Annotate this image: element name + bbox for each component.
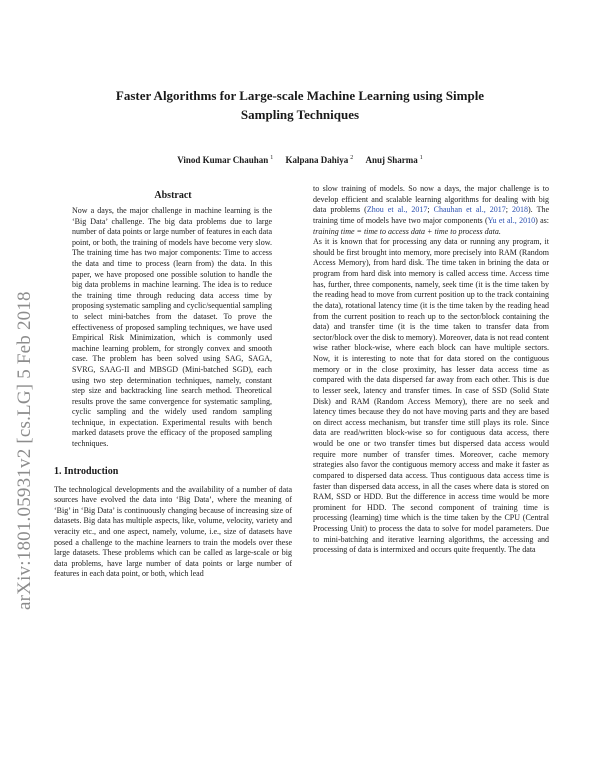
author-name: Kalpana Dahiya [285,155,349,165]
citation-link[interactable]: Yu et al., 2010 [487,215,536,225]
author-name: Vinod Kumar Chauhan [177,155,269,165]
arxiv-identifier: arXiv:1801.05931v2 [cs.LG] 5 Feb 2018 [14,291,35,610]
text-run: to slow training of models. So now a days, the major challenge is to develop efficient and scalable learning algorithms for dealing with big data problems ( [313,184,549,215]
author-affiliation: 2 [350,155,354,161]
author-1 [177,155,273,165]
citation-link[interactable]: 2018 [512,205,529,215]
paper-title: Faster Algorithms for Large-scale Machine Learning using Simple Sampling Techniques [115,88,485,122]
introduction-text: The technological developments and the availability of a number of data sources have evolved the data into ‘Big Data’, where the meaning of ‘Big’ in ‘Big Data’ is continuously changing because of increasing size of datasets. Big data has multiple aspects, like, volume, velocity, variety and veracity etc., and one aspect, namely, volume, i.e., size of datasets have posed a challenge to the machine learners to train the models over these large datasets. These problems which can be called as large-scale or big data problems, have large number of data points or large number of features in each data point, or both, which lead [54,484,292,579]
training-time-equation: training time = time to access data + time to process data. [313,226,501,236]
text-run: ). The training time of models have two major components ( [313,205,550,225]
abstract-text: Now a days, the major challenge in machine learning is the ‘Big Data’ challenge. The big data problems due to large number of data points or large number of features in each data point, or both, the training of models have become very slow. The training time has two major components: Time to access the data and time to process (learn from) the data. In this paper, we have proposed one possible solution to handle the big data problems in machine learning. The idea is to reduce the training time through reducing data access time by proposing systematic sampling and cyclic/sequential sampling to select mini-batches from the dataset. To prove the effectiveness of proposed sampling techniques, we have used Empirical Risk Minimization, which is commonly used machine learning problem, for strongly convex and smooth case. The problem has been solved using SAG, SAGA, SVRG, SAAG-II and MBSGD (Mini-batched SGD), each using two step determination techniques, namely, constant step size and backtracking line search method. Theoretical results prove the same convergence for systematic sampling, cyclic sampling and the widely used random sampling technique, in expectation. Experimental results with bench marked datasets prove the efficacy of the proposed sampling techniques. [72,206,272,449]
author-affiliation: 1 [419,155,423,161]
introduction-continued-paragraph [313,184,549,237]
author-list [90,155,510,165]
right-column [313,184,549,556]
author-2 [286,155,354,165]
abstract-heading: Abstract [154,190,192,201]
text-run: ; [427,205,434,215]
citation-link[interactable]: Chauhan et al., 2017 [433,205,506,215]
author-3 [366,155,423,165]
access-time-paragraph: As it is known that for processing any data or running any program, it should be first brought into memory, more precisely into RAM (Random Access Memory), from hard disk. The time taken in brining the data or program from hard disk into memory is called access time. Access time has, further, three components, namely, seek time (it is the time taken by the reading head to move from current position up to the track containing the data), rotational latency time (it is the time taken by the reading head from the current position to reach up to the sector/block containing the data) and transfer time (it is the time taken to transfer data from sector/block over the disk to memory). Moreover, data is not read content wise rather block-wise, where each block can have multiple sectors. Now, it is interesting to note that for data stored on the contiguous memory or in the close proximity, has lesser data access time as compared with the data dispersed far away from each other. This is due to lesser seek, latency and transfer times. In case of SSD (Solid State Disk) and RAM (Random Access Memory), there are no seek and latency times because they do not have moving parts and they are based on direct access mechanism, but transfer time still plays its role. Since data are read/written block-wise so for contiguous data access, there would be one or two transfer times but dispersed data access would require more number of transfer times. Moreover, cache memory strategies also favor the contiguous memory access and make it faster as compared to dispersed data access. Thus contiguous data access time is faster than dispersed data access, in all the cases where data is stored on RAM, SSD or HDD. But the difference in access time would be more prominent for HDD. The second component of training time is processing (learning) time which is the time taken by the CPU (Central Processing Unit) to process the data to solve for model parameters. Due to mini-batching and iterative learning algorithms, the accessing and processing of data is intermixed and occurs quite frequently. The data [313,237,549,555]
introduction-heading: 1. Introduction [54,465,119,477]
text-run: ) as: [535,215,549,225]
citation-link[interactable]: Zhou et al., 2017 [366,205,428,215]
text-run: ; [505,205,513,215]
author-name: Anuj Sharma [365,155,418,165]
left-column [54,184,292,580]
author-affiliation: 1 [270,155,274,161]
